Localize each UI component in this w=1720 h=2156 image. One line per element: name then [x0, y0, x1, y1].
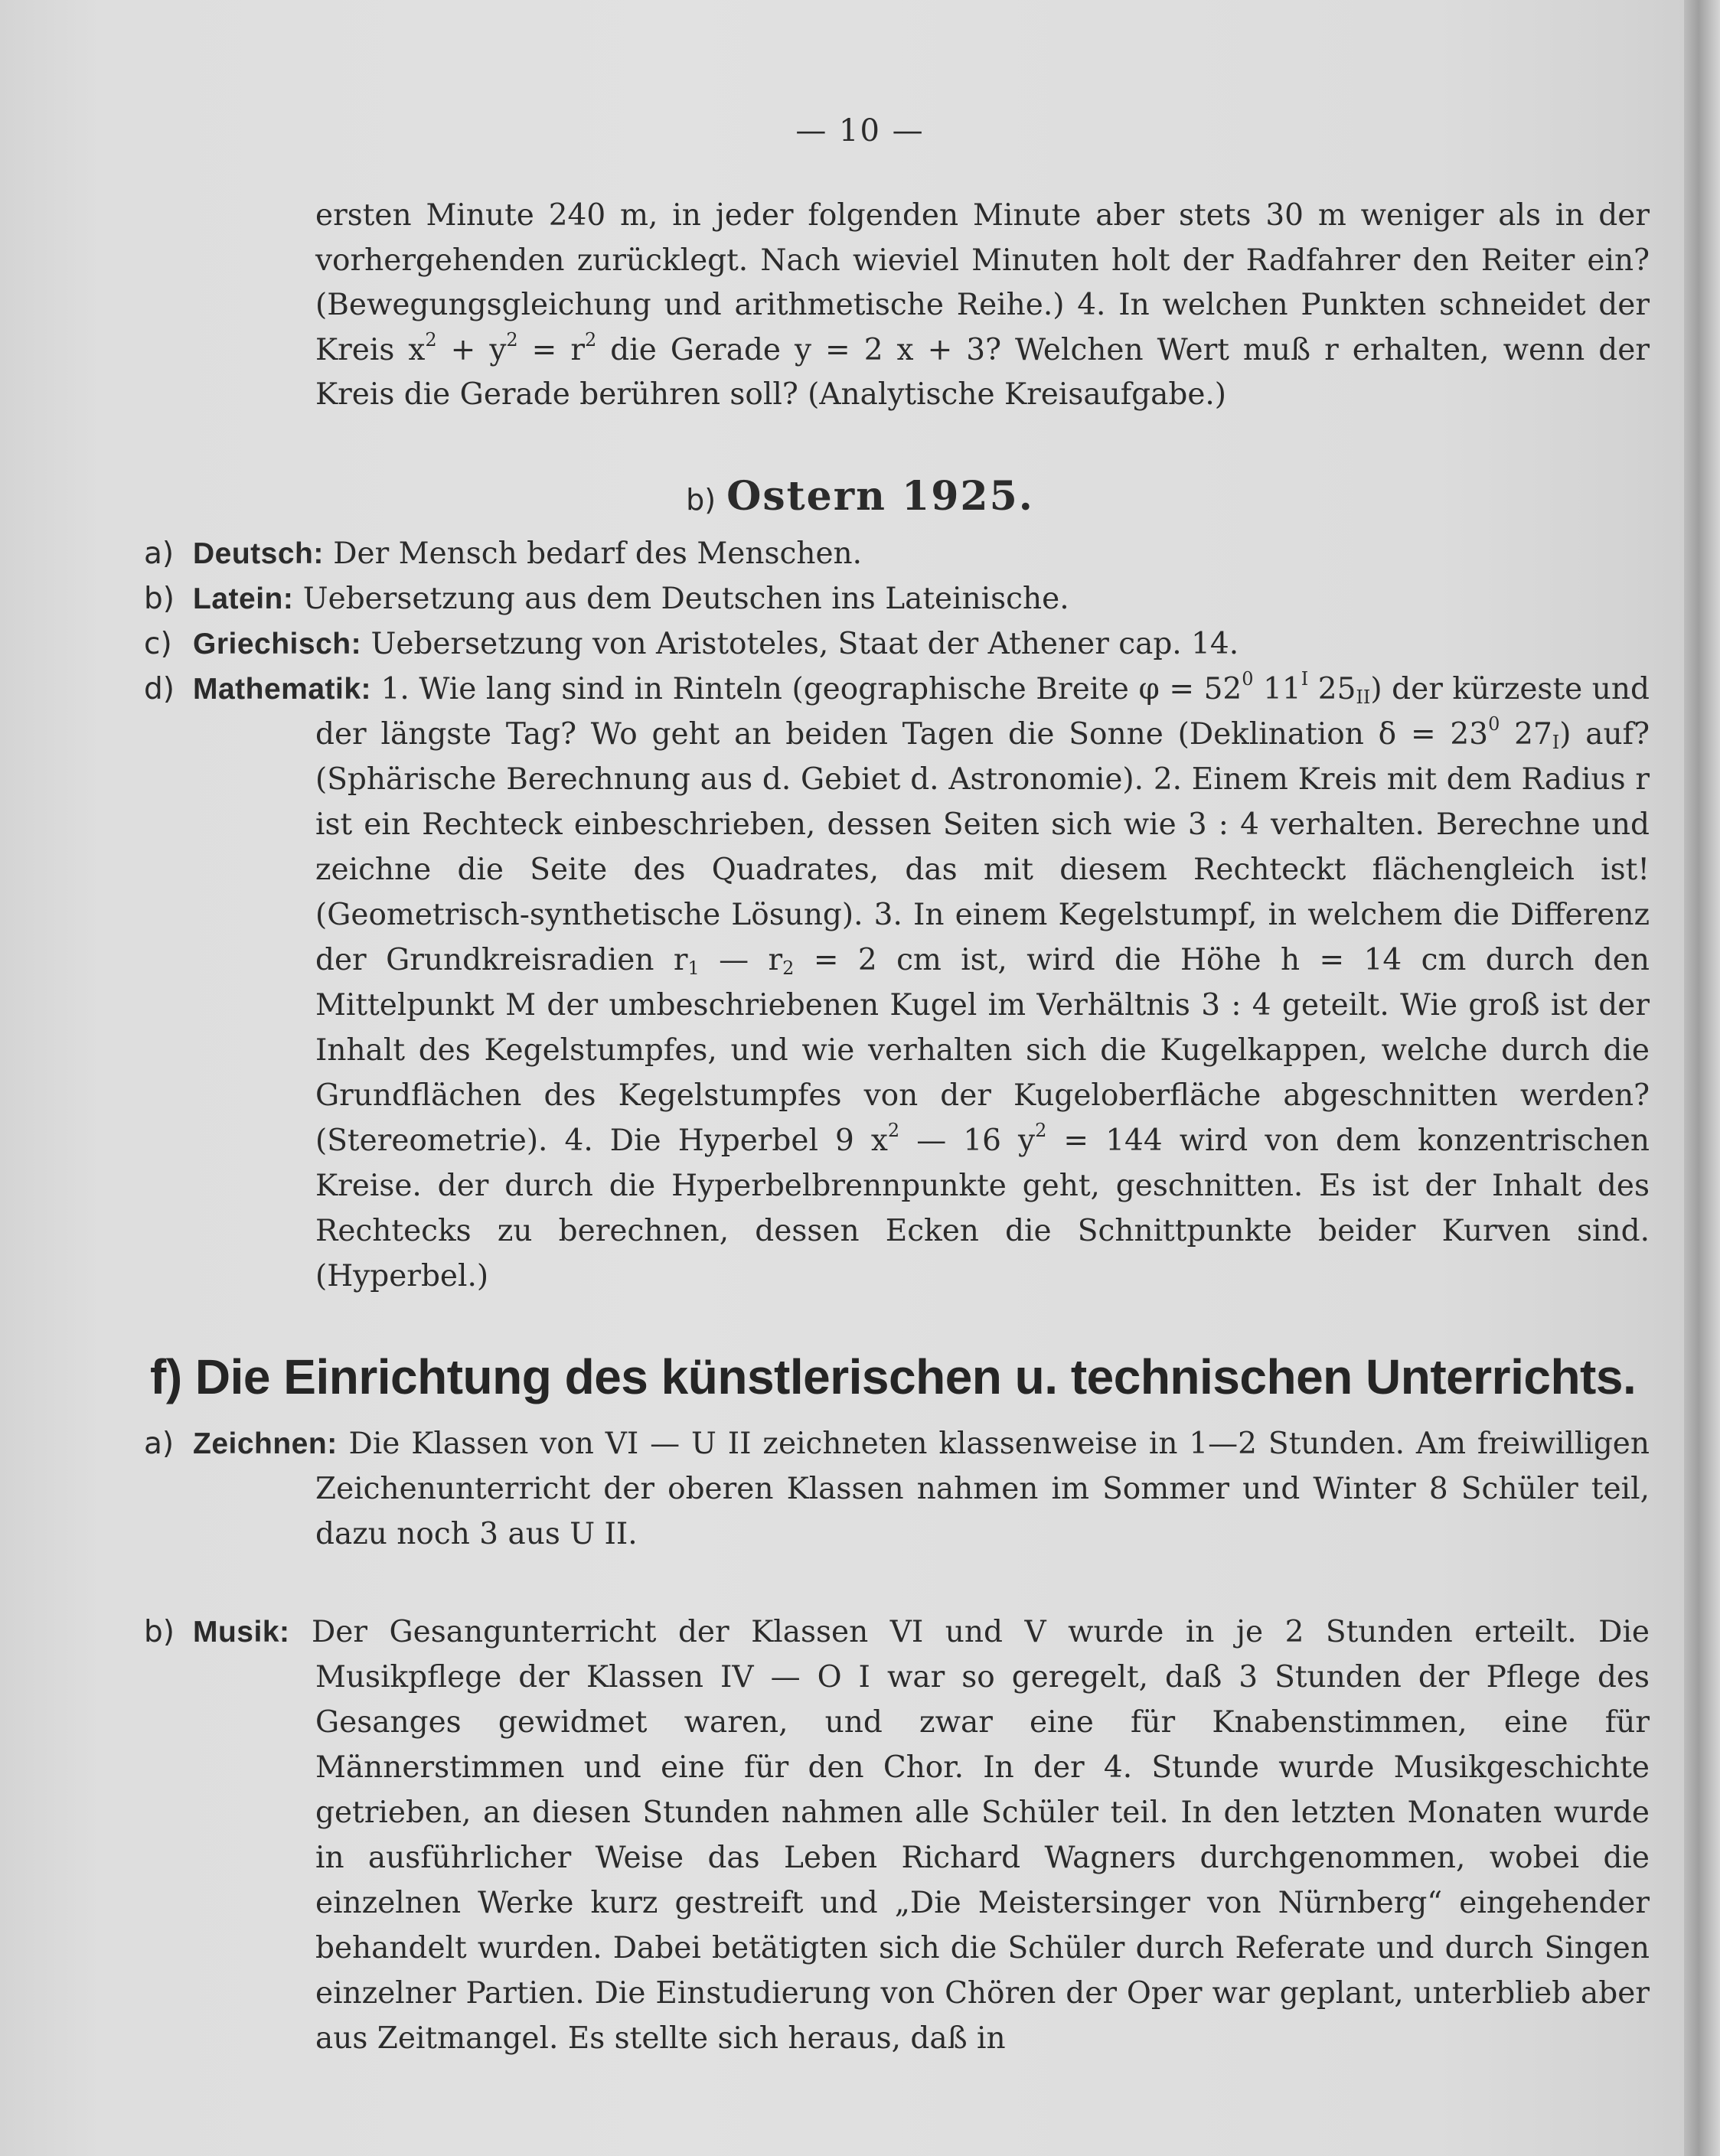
exam-deutsch — [144, 531, 1650, 576]
minute-mark: I — [1301, 668, 1309, 690]
musik-paragraph — [144, 1610, 1650, 2061]
math-text: — 16 y — [899, 1124, 1036, 1158]
subject-label: Deutsch: — [193, 537, 324, 570]
exam-latein — [144, 576, 1650, 621]
intro-paragraph — [315, 194, 1650, 418]
degree: 0 — [1488, 713, 1500, 735]
exam-line — [144, 621, 1650, 667]
exam-line — [144, 667, 1650, 1299]
math-text: 25 — [1308, 672, 1356, 706]
page-number: — 10 — — [795, 113, 925, 148]
section-heading: f) Die Einrichtung des künstlerischen u. technischen Unterrichts. — [150, 1349, 1637, 1404]
exponent: 2 — [585, 328, 597, 351]
subject-label: Latein: — [193, 582, 294, 615]
list-marker: b) — [144, 1615, 175, 1649]
math-text: ) der kürzeste und der längste Tag? Wo geht an beiden Tagen die Sonne (Deklination δ = 23 — [315, 672, 1650, 752]
intro-text-3: = r — [517, 332, 585, 367]
zeichnen-paragraph — [144, 1421, 1650, 1557]
subject-text: Der Mensch bedarf des Menschen. — [323, 537, 863, 571]
intro-text-4: die Gerade y = 2 x + 3? Welchen Wert muß r erhalten, wenn der Kreis die Gerade berühren soll? (Analytische Kreisaufgabe.) — [315, 332, 1650, 412]
subheading-ostern — [0, 473, 1720, 520]
zeichnen-text: Die Klassen von VI — U II zeichneten klassenweise in 1—2 Stunden. Am freiwilligen Zeichenunterricht der oberen Klassen nahmen im Sommer und Winter 8 Schüler teil, dazu noch 3 aus U II. — [315, 1427, 1650, 1551]
math-text: = 2 cm ist, wird die Höhe h = 14 cm durch den Mittelpunkt M der umbeschriebenen Kugel im Verhältnis 3 : 4 geteilt. Wie groß ist der Inhalt des Kegelstumpfes, und wie verhalten sich die Kugelkappen, welche durch die Grundflächen des Kegelstumpfes von der Kugeloberfläche abgeschnitten werden? (Stereometrie). 4. Die Hyperbel 9 x — [315, 943, 1650, 1158]
list-marker: d) — [144, 672, 175, 706]
zeichnen-line — [144, 1421, 1650, 1557]
subject-label: Griechisch: — [193, 628, 362, 660]
subject-label: Mathematik: — [193, 673, 372, 706]
exponent: 2 — [1035, 1120, 1047, 1141]
exam-line — [144, 531, 1650, 576]
exponent: 2 — [425, 328, 437, 351]
minute-mark: I — [1552, 732, 1560, 753]
musik-text: Der Gesangunterricht der Klassen VI und V wurde in je 2 Stunden erteilt. Die Musikpflege der Klassen IV — O I war so geregelt, daß 3 Stunden der Pflege des Gesanges gewidmet waren, und zwar eine für Knabenstimmen, eine für Männerstimmen und eine für den Chor. In der 4. Stunde wurde Musikgeschichte getrieben, an diesen Stunden nahmen alle Schüler teil. In den letzten Monaten wurde in ausführlicher Weise das Leben Richard Wagners durchgenommen, wobei die einzelnen Werke kurz gestreift und „Die Meistersinger von Nürnberg“ eingehender behandelt wurden. Dabei betätigten sich die Schüler durch Referate und durch Singen einzelner Partien. Die Einstudierung von Chören der Oper war geplant, unterblieb aber aus Zeitmangel. Es stellte sich heraus, daß in — [289, 1615, 1650, 2056]
second-mark: II — [1356, 687, 1371, 708]
intro-text-2: + y — [436, 332, 507, 367]
radius-subscript: 2 — [782, 957, 795, 979]
math-text: 11 — [1253, 672, 1301, 706]
exam-line — [144, 576, 1650, 621]
subject-label: Musik: — [193, 1616, 290, 1649]
subject-label: Zeichnen: — [193, 1427, 338, 1460]
subheading-marker: b) — [686, 483, 716, 517]
exam-griechisch — [144, 621, 1650, 667]
list-marker: b) — [144, 582, 175, 616]
exponent: 2 — [887, 1120, 900, 1141]
radius-subscript: 1 — [687, 957, 700, 979]
math-text: = 144 wird von dem konzentrischen Kreise. der durch die Hyperbelbrennpunkte geht, geschnitten. Es ist der Inhalt des Rechtecks zu berechnen, dessen Ecken die Schnittpunkte beider Kurven sind. (Hyperbel.) — [315, 1124, 1650, 1293]
math-text: ) auf? (Sphärische Berechnung aus d. Gebiet d. Astronomie). 2. Einem Kreis mit dem Radius r ist ein Rechteck einbeschrieben, dessen Seiten sich wie 3 : 4 verhalten. Berechne und zeichne die Seite des Quadrates, das mit diesem Rechteckt flächengleich ist! (Geometrisch-synthetische Lösung). 3. In einem Kegelstumpf, in welchem die Differenz der Grundkreisradien r — [315, 717, 1650, 977]
math-text: 1. Wie lang sind in Rinteln (geographische Breite φ = 52 — [371, 672, 1242, 706]
intro-text-1: ersten Minute 240 m, in jeder folgenden Minute aber stets 30 m weniger als in der vorhergehenden zurücklegt. Nach wieviel Minuten holt der Radfahrer den Reiter ein? (Bewegungsgleichung und arithmetische Reihe.) 4. In welchen Punkten schneidet der Kreis x — [315, 198, 1650, 367]
math-text: 27 — [1500, 717, 1552, 752]
list-marker: a) — [144, 1427, 175, 1461]
musik-line — [144, 1610, 1650, 2061]
math-text: — r — [699, 943, 783, 977]
list-marker: c) — [144, 627, 172, 661]
degree: 0 — [1242, 668, 1254, 690]
exponent: 2 — [506, 328, 518, 351]
subject-text: Uebersetzung aus dem Deutschen ins Lateinische. — [293, 582, 1069, 616]
list-marker: a) — [144, 537, 175, 571]
subject-text: Uebersetzung von Aristoteles, Staat der Athener cap. 14. — [361, 627, 1239, 661]
subheading-title: Ostern 1925. — [726, 473, 1034, 520]
exam-mathematik — [144, 667, 1650, 1299]
page-edge — [1684, 0, 1720, 2156]
